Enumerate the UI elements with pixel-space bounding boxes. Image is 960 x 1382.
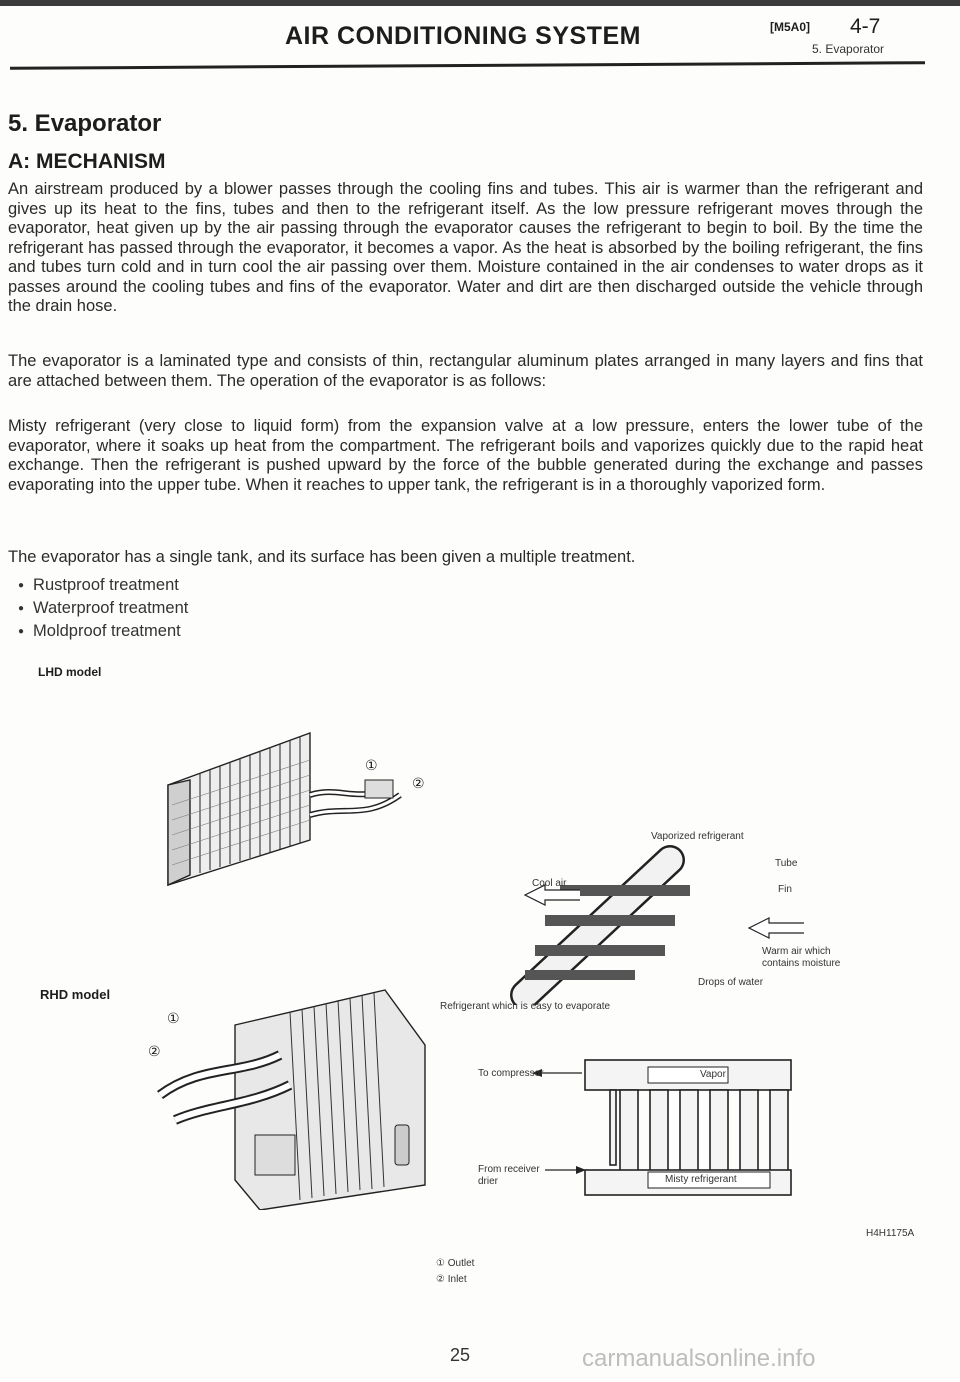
vaporized-label: Vaporized refrigerant — [651, 831, 744, 842]
marker-inlet-rhd: ② — [148, 1043, 161, 1059]
figure-code: H4H1175A — [866, 1228, 915, 1239]
paragraph-laminated: The evaporator is a laminated type and consists of thin, rectangular aluminum plates arranged in many layers and fins that are attached between them. The operation of the evaporator is as follows: — [8, 352, 923, 390]
bullet-item: ● Rustproof treatment — [18, 575, 188, 598]
tank-schematic — [470, 1055, 800, 1215]
page-number: 25 — [450, 1345, 471, 1365]
header-page-number: 4-7 — [850, 15, 881, 38]
header-title: AIR CONDITIONING SYSTEM — [285, 22, 641, 50]
easy-evaporate-label: Refrigerant which is easy to evaporate — [440, 1001, 611, 1012]
to-compressor-label: To compressor — [478, 1068, 544, 1079]
from-receiver-label: From receiver drier — [478, 1164, 540, 1187]
paragraph-airstream: An airstream produced by a blower passes through the cooling fins and tubes. This air is warmer than the refrigerant and gives up its heat to the fins, tubes and then to the refrigerant itself. As the low pressure refrigerant moves through the evaporator, heat given up by the air passing through the evaporator causes the refrigerant to begin to boil. By the time the refrigerant has passed through the evaporator, it becomes a vapor. As the heat is absorbed by the boiling refrigerant, the fins and tubes turn cold and in turn cool the air passing over them. Moisture contained in the air condenses to water drops as it passes around the cooling tubes and fins of the evaporator. Water and dirt are then discharged outside the vehicle through the drain hose. — [8, 180, 923, 315]
vapor-label: Vapor — [700, 1069, 726, 1080]
paragraph-misty: Misty refrigerant (very close to liquid form) from the expansion valve at a low pressure, enters the lower tube of the evaporator, where it soaks up heat from the compartment. The refrigerant boils and vaporizes quickly due to the rapid heat exchange. Then the refrigerant is pushed upward by the force of the bubble generated during the exchange and passes evaporating into the upper tube. When it reaches to upper tank, the refrigerant is in a thoroughly vaporized form. — [8, 417, 923, 494]
legend-outlet: ① Outlet — [436, 1258, 475, 1269]
lhd-evaporator-drawing — [160, 725, 450, 890]
misty-label: Misty refrigerant — [665, 1174, 737, 1185]
header-code: [M5A0] — [770, 20, 811, 34]
rhd-evaporator-drawing — [140, 985, 430, 1210]
tube-label: Tube — [775, 858, 798, 869]
top-border — [0, 0, 960, 6]
rhd-model-label: RHD model — [40, 987, 111, 1002]
marker-inlet-lhd: ② — [412, 775, 425, 791]
bullet-item: ● Waterproof treatment — [18, 598, 188, 621]
subsection-title: A: MECHANISM — [8, 150, 166, 173]
drops-label: Drops of water — [698, 977, 764, 988]
legend-inlet: ② Inlet — [436, 1274, 467, 1285]
watermark: carmanualsonline.info — [582, 1345, 816, 1372]
header-section: 5. Evaporator — [812, 42, 885, 56]
section-title: 5. Evaporator — [8, 110, 162, 137]
marker-outlet-lhd: ① — [365, 757, 378, 773]
header-rule — [10, 61, 925, 70]
figure-legend — [436, 1256, 474, 1288]
paragraph-tank: The evaporator has a single tank, and its surface has been given a multiple treatment. — [8, 548, 636, 566]
cool-air-label: Cool air — [532, 878, 567, 889]
warm-air-label: Warm air which contains moisture — [762, 946, 841, 969]
fin-label: Fin — [778, 884, 792, 895]
lhd-model-label: LHD model — [38, 665, 102, 679]
treatment-list — [18, 575, 188, 644]
marker-outlet-rhd: ① — [167, 1010, 180, 1026]
bullet-item: ● Moldproof treatment — [18, 621, 188, 644]
